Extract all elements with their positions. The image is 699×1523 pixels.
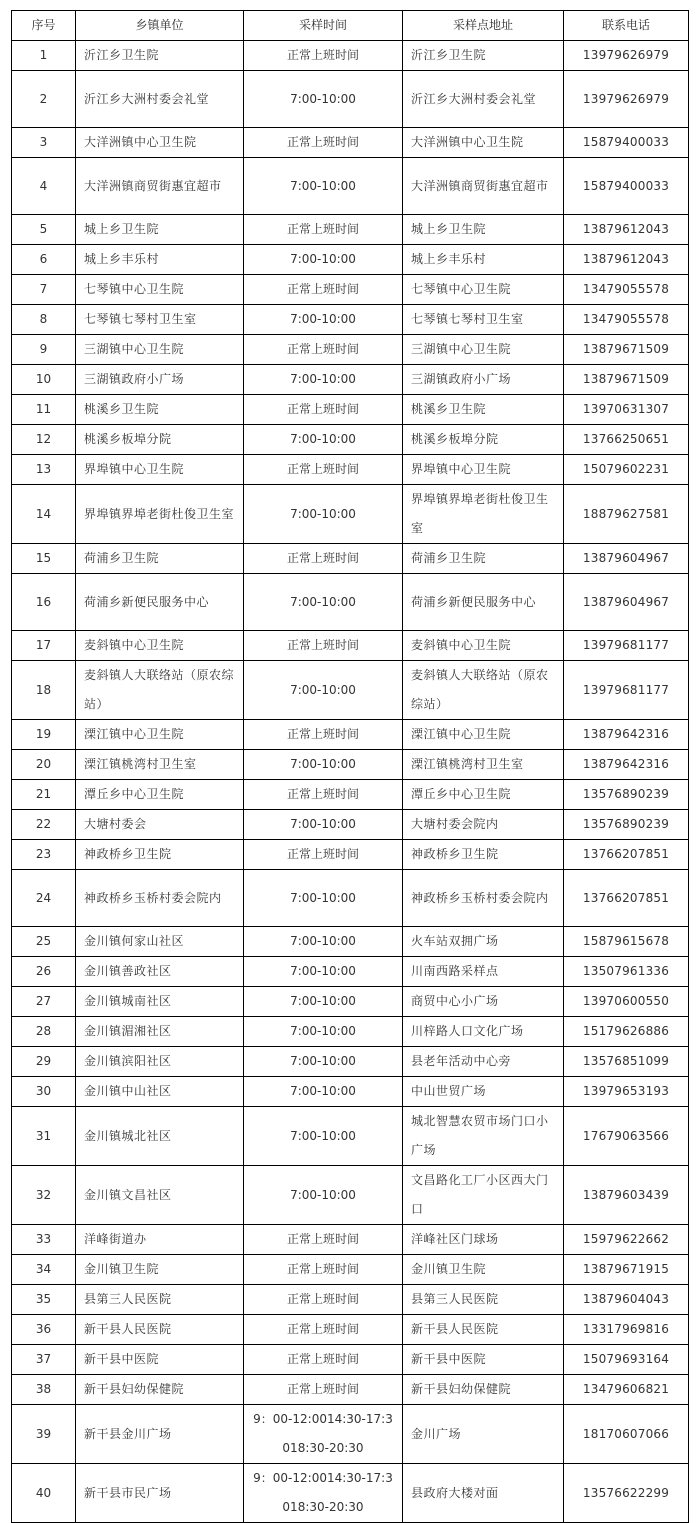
- row-number: 19: [12, 720, 76, 750]
- township-unit: 金川镇卫生院: [76, 1255, 244, 1285]
- row-number: 13: [12, 455, 76, 485]
- table-row: [12, 1405, 689, 1464]
- contact-phone: 18879627581: [564, 485, 689, 544]
- contact-phone: 15879400033: [564, 158, 689, 215]
- township-unit: 大洋洲镇中心卫生院: [76, 128, 244, 158]
- contact-phone: 13507961336: [564, 957, 689, 987]
- township-unit: 三湖镇中心卫生院: [76, 335, 244, 365]
- contact-phone: 13879604967: [564, 574, 689, 631]
- sampling-address: 七琴镇七琴村卫生室: [403, 305, 564, 335]
- sampling-time: 7:00-10:00: [244, 1017, 403, 1047]
- row-number: 6: [12, 245, 76, 275]
- contact-phone: 15879400033: [564, 128, 689, 158]
- township-unit: 沂江乡大洲村委会礼堂: [76, 71, 244, 128]
- row-number: 27: [12, 987, 76, 1017]
- row-number: 29: [12, 1047, 76, 1077]
- sampling-address: 桃溪乡板埠分院: [403, 425, 564, 455]
- table-row: [12, 365, 689, 395]
- table-row: [12, 395, 689, 425]
- contact-phone: 13479055578: [564, 275, 689, 305]
- contact-phone: 13479606821: [564, 1375, 689, 1405]
- table-row: [12, 455, 689, 485]
- sampling-time: 7:00-10:00: [244, 927, 403, 957]
- sampling-time: 9：00-12:0014:30-17:3018:30-20:30: [244, 1405, 403, 1464]
- contact-phone: 13576890239: [564, 780, 689, 810]
- row-number: 21: [12, 780, 76, 810]
- sampling-time: 7:00-10:00: [244, 1166, 403, 1225]
- table-row: [12, 1464, 689, 1523]
- township-unit: 城上乡卫生院: [76, 215, 244, 245]
- table-row: [12, 485, 689, 544]
- township-unit: 金川镇文昌社区: [76, 1166, 244, 1225]
- row-number: 5: [12, 215, 76, 245]
- township-unit: 新干县市民广场: [76, 1464, 244, 1523]
- contact-phone: 13879642316: [564, 720, 689, 750]
- table-row: [12, 574, 689, 631]
- table-row: [12, 927, 689, 957]
- sampling-time: 7:00-10:00: [244, 661, 403, 720]
- contact-phone: 13979653193: [564, 1077, 689, 1107]
- contact-phone: 13766250651: [564, 425, 689, 455]
- row-number: 23: [12, 840, 76, 870]
- sampling-address: 神政桥乡卫生院: [403, 840, 564, 870]
- township-unit: 新干县中医院: [76, 1345, 244, 1375]
- sampling-address: 溧江镇桃湾村卫生室: [403, 750, 564, 780]
- township-unit: 县第三人民医院: [76, 1285, 244, 1315]
- row-number: 28: [12, 1017, 76, 1047]
- row-number: 31: [12, 1107, 76, 1166]
- township-unit: 金川镇中山社区: [76, 1077, 244, 1107]
- township-unit: 溧江镇桃湾村卫生室: [76, 750, 244, 780]
- row-number: 2: [12, 71, 76, 128]
- sampling-address: 潭丘乡中心卫生院: [403, 780, 564, 810]
- sampling-time: 7:00-10:00: [244, 1077, 403, 1107]
- township-unit: 界埠镇界埠老街杜俊卫生室: [76, 485, 244, 544]
- contact-phone: 13979626979: [564, 71, 689, 128]
- table-row: [12, 1107, 689, 1166]
- contact-phone: 13317969816: [564, 1315, 689, 1345]
- sampling-address: 桃溪乡卫生院: [403, 395, 564, 425]
- sampling-time: 9：00-12:0014:30-17:3018:30-20:30: [244, 1464, 403, 1523]
- row-number: 18: [12, 661, 76, 720]
- sampling-time: 7:00-10:00: [244, 1107, 403, 1166]
- row-number: 39: [12, 1405, 76, 1464]
- row-number: 32: [12, 1166, 76, 1225]
- header-unit: 乡镇单位: [76, 11, 244, 41]
- sampling-time: 正常上班时间: [244, 1315, 403, 1345]
- township-unit: 七琴镇中心卫生院: [76, 275, 244, 305]
- contact-phone: 13766207851: [564, 840, 689, 870]
- township-unit: 金川镇城南社区: [76, 987, 244, 1017]
- township-unit: 麦斜镇中心卫生院: [76, 631, 244, 661]
- row-number: 4: [12, 158, 76, 215]
- contact-phone: 13970600550: [564, 987, 689, 1017]
- sampling-address: 大塘村委会院内: [403, 810, 564, 840]
- table-row: [12, 1017, 689, 1047]
- sampling-time: 正常上班时间: [244, 275, 403, 305]
- sampling-time: 正常上班时间: [244, 780, 403, 810]
- sampling-time: 正常上班时间: [244, 1375, 403, 1405]
- sampling-address: 县政府大楼对面: [403, 1464, 564, 1523]
- row-number: 26: [12, 957, 76, 987]
- contact-phone: 15179626886: [564, 1017, 689, 1047]
- contact-phone: 13479055578: [564, 305, 689, 335]
- contact-phone: 15979622662: [564, 1225, 689, 1255]
- sampling-time: 正常上班时间: [244, 544, 403, 574]
- sampling-time: 7:00-10:00: [244, 574, 403, 631]
- contact-phone: 13879604967: [564, 544, 689, 574]
- header-address: 采样点地址: [403, 11, 564, 41]
- contact-phone: 18170607066: [564, 1405, 689, 1464]
- row-number: 12: [12, 425, 76, 455]
- table-row: [12, 1077, 689, 1107]
- table-row: [12, 335, 689, 365]
- township-unit: 金川镇善政社区: [76, 957, 244, 987]
- table-row: [12, 750, 689, 780]
- sampling-time: 7:00-10:00: [244, 870, 403, 927]
- sampling-time: 正常上班时间: [244, 41, 403, 71]
- township-unit: 麦斜镇人大联络站（原农综站）: [76, 661, 244, 720]
- row-number: 34: [12, 1255, 76, 1285]
- contact-phone: 13979626979: [564, 41, 689, 71]
- contact-phone: 13766207851: [564, 870, 689, 927]
- contact-phone: 15079693164: [564, 1345, 689, 1375]
- table-row: [12, 661, 689, 720]
- table-row: [12, 245, 689, 275]
- sampling-time: 正常上班时间: [244, 1345, 403, 1375]
- sampling-time: 正常上班时间: [244, 128, 403, 158]
- sampling-address: 川南西路采样点: [403, 957, 564, 987]
- row-number: 11: [12, 395, 76, 425]
- contact-phone: 13979681177: [564, 631, 689, 661]
- table-row: [12, 1345, 689, 1375]
- sampling-address: 神政桥乡玉桥村委会院内: [403, 870, 564, 927]
- sampling-time: 正常上班时间: [244, 395, 403, 425]
- sampling-address: 火车站双拥广场: [403, 927, 564, 957]
- sampling-time: 7:00-10:00: [244, 158, 403, 215]
- contact-phone: 13879671915: [564, 1255, 689, 1285]
- contact-phone: 13879603439: [564, 1166, 689, 1225]
- sampling-address: 新干县人民医院: [403, 1315, 564, 1345]
- sampling-address: 县第三人民医院: [403, 1285, 564, 1315]
- table-row: [12, 1285, 689, 1315]
- row-number: 25: [12, 927, 76, 957]
- table-row: [12, 870, 689, 927]
- contact-phone: 13979681177: [564, 661, 689, 720]
- sampling-time: 7:00-10:00: [244, 425, 403, 455]
- township-unit: 桃溪乡板埠分院: [76, 425, 244, 455]
- sampling-address: 麦斜镇人大联络站（原农综站）: [403, 661, 564, 720]
- row-number: 22: [12, 810, 76, 840]
- row-number: 37: [12, 1345, 76, 1375]
- contact-phone: 15079602231: [564, 455, 689, 485]
- table-body: [12, 41, 689, 1523]
- row-number: 9: [12, 335, 76, 365]
- sampling-time: 正常上班时间: [244, 455, 403, 485]
- sampling-address: 川梓路人口文化广场: [403, 1017, 564, 1047]
- row-number: 10: [12, 365, 76, 395]
- row-number: 15: [12, 544, 76, 574]
- sampling-address: 城上乡丰乐村: [403, 245, 564, 275]
- row-number: 24: [12, 870, 76, 927]
- sampling-address: 界埠镇中心卫生院: [403, 455, 564, 485]
- sampling-time: 正常上班时间: [244, 1285, 403, 1315]
- contact-phone: 13970631307: [564, 395, 689, 425]
- header-no: 序号: [12, 11, 76, 41]
- row-number: 16: [12, 574, 76, 631]
- table-row: [12, 1375, 689, 1405]
- township-unit: 新干县金川广场: [76, 1405, 244, 1464]
- header-time: 采样时间: [244, 11, 403, 41]
- township-unit: 大洋洲镇商贸街惠宜超市: [76, 158, 244, 215]
- sampling-address: 三湖镇中心卫生院: [403, 335, 564, 365]
- sampling-address: 洋峰社区门球场: [403, 1225, 564, 1255]
- sampling-address: 城上乡卫生院: [403, 215, 564, 245]
- row-number: 38: [12, 1375, 76, 1405]
- contact-phone: 13879612043: [564, 245, 689, 275]
- township-unit: 沂江乡卫生院: [76, 41, 244, 71]
- sampling-address: 沂江乡大洲村委会礼堂: [403, 71, 564, 128]
- township-unit: 荷浦乡卫生院: [76, 544, 244, 574]
- sampling-time: 7:00-10:00: [244, 245, 403, 275]
- sampling-time: 7:00-10:00: [244, 987, 403, 1017]
- sampling-address: 城北智慧农贸市场门口小广场: [403, 1107, 564, 1166]
- row-number: 30: [12, 1077, 76, 1107]
- row-number: 33: [12, 1225, 76, 1255]
- sampling-time: 7:00-10:00: [244, 957, 403, 987]
- sampling-time: 正常上班时间: [244, 631, 403, 661]
- table-row: [12, 957, 689, 987]
- township-unit: 溧江镇中心卫生院: [76, 720, 244, 750]
- table-row: [12, 128, 689, 158]
- sampling-address: 金川广场: [403, 1405, 564, 1464]
- sampling-address: 新干县中医院: [403, 1345, 564, 1375]
- sampling-time: 7:00-10:00: [244, 485, 403, 544]
- township-unit: 新干县妇幼保健院: [76, 1375, 244, 1405]
- table-row: [12, 840, 689, 870]
- sampling-time: 7:00-10:00: [244, 750, 403, 780]
- township-unit: 潭丘乡中心卫生院: [76, 780, 244, 810]
- table-row: [12, 158, 689, 215]
- township-unit: 界埠镇中心卫生院: [76, 455, 244, 485]
- sampling-address: 荷浦乡新便民服务中心: [403, 574, 564, 631]
- sampling-address: 麦斜镇中心卫生院: [403, 631, 564, 661]
- contact-phone: 15879615678: [564, 927, 689, 957]
- township-unit: 三湖镇政府小广场: [76, 365, 244, 395]
- contact-phone: 13576851099: [564, 1047, 689, 1077]
- table-row: [12, 41, 689, 71]
- sampling-address: 沂江乡卫生院: [403, 41, 564, 71]
- township-unit: 七琴镇七琴村卫生室: [76, 305, 244, 335]
- sampling-time: 7:00-10:00: [244, 810, 403, 840]
- township-unit: 桃溪乡卫生院: [76, 395, 244, 425]
- sampling-time: 正常上班时间: [244, 840, 403, 870]
- sampling-address: 中山世贸广场: [403, 1077, 564, 1107]
- table-row: [12, 1225, 689, 1255]
- sampling-time: 7:00-10:00: [244, 71, 403, 128]
- header-phone: 联系电话: [564, 11, 689, 41]
- township-unit: 荷浦乡新便民服务中心: [76, 574, 244, 631]
- township-unit: 金川镇何家山社区: [76, 927, 244, 957]
- row-number: 35: [12, 1285, 76, 1315]
- sampling-address: 大洋洲镇商贸街惠宜超市: [403, 158, 564, 215]
- sampling-address: 县老年活动中心旁: [403, 1047, 564, 1077]
- sampling-address: 界埠镇界埠老街杜俊卫生室: [403, 485, 564, 544]
- sampling-time: 7:00-10:00: [244, 365, 403, 395]
- contact-phone: 13879671509: [564, 335, 689, 365]
- township-unit: 洋峰街道办: [76, 1225, 244, 1255]
- table-row: [12, 720, 689, 750]
- sampling-time: 正常上班时间: [244, 1225, 403, 1255]
- header-row: [12, 11, 689, 41]
- table-row: [12, 425, 689, 455]
- row-number: 7: [12, 275, 76, 305]
- township-unit: 新干县人民医院: [76, 1315, 244, 1345]
- sampling-address: 金川镇卫生院: [403, 1255, 564, 1285]
- table-row: [12, 215, 689, 245]
- table-row: [12, 780, 689, 810]
- sampling-time: 正常上班时间: [244, 720, 403, 750]
- row-number: 1: [12, 41, 76, 71]
- row-number: 17: [12, 631, 76, 661]
- row-number: 3: [12, 128, 76, 158]
- sampling-address: 三湖镇政府小广场: [403, 365, 564, 395]
- sampling-address: 荷浦乡卫生院: [403, 544, 564, 574]
- township-unit: 大塘村委会: [76, 810, 244, 840]
- contact-phone: 13879671509: [564, 365, 689, 395]
- contact-phone: 17679063566: [564, 1107, 689, 1166]
- sampling-sites-table: [11, 10, 689, 1523]
- row-number: 14: [12, 485, 76, 544]
- table-row: [12, 305, 689, 335]
- township-unit: 金川镇湄湘社区: [76, 1017, 244, 1047]
- contact-phone: 13879642316: [564, 750, 689, 780]
- table-header: [12, 11, 689, 41]
- table-row: [12, 810, 689, 840]
- table-row: [12, 631, 689, 661]
- sampling-time: 正常上班时间: [244, 215, 403, 245]
- table-row: [12, 1166, 689, 1225]
- table-row: [12, 987, 689, 1017]
- contact-phone: 13576890239: [564, 810, 689, 840]
- township-unit: 神政桥乡玉桥村委会院内: [76, 870, 244, 927]
- contact-phone: 13879612043: [564, 215, 689, 245]
- sampling-address: 新干县妇幼保健院: [403, 1375, 564, 1405]
- row-number: 40: [12, 1464, 76, 1523]
- township-unit: 神政桥乡卫生院: [76, 840, 244, 870]
- sampling-time: 7:00-10:00: [244, 305, 403, 335]
- row-number: 36: [12, 1315, 76, 1345]
- sampling-address: 商贸中心小广场: [403, 987, 564, 1017]
- sampling-address: 文昌路化工厂小区西大门口: [403, 1166, 564, 1225]
- sampling-address: 大洋洲镇中心卫生院: [403, 128, 564, 158]
- contact-phone: 13576622299: [564, 1464, 689, 1523]
- table-row: [12, 71, 689, 128]
- sampling-time: 7:00-10:00: [244, 1047, 403, 1077]
- table-row: [12, 1047, 689, 1077]
- table-row: [12, 1255, 689, 1285]
- row-number: 8: [12, 305, 76, 335]
- township-unit: 金川镇城北社区: [76, 1107, 244, 1166]
- row-number: 20: [12, 750, 76, 780]
- township-unit: 金川镇滨阳社区: [76, 1047, 244, 1077]
- sampling-address: 溧江镇中心卫生院: [403, 720, 564, 750]
- sampling-address: 七琴镇中心卫生院: [403, 275, 564, 305]
- sampling-time: 正常上班时间: [244, 1255, 403, 1285]
- contact-phone: 13879604043: [564, 1285, 689, 1315]
- table-row: [12, 544, 689, 574]
- sampling-time: 正常上班时间: [244, 335, 403, 365]
- table-row: [12, 1315, 689, 1345]
- table-row: [12, 275, 689, 305]
- township-unit: 城上乡丰乐村: [76, 245, 244, 275]
